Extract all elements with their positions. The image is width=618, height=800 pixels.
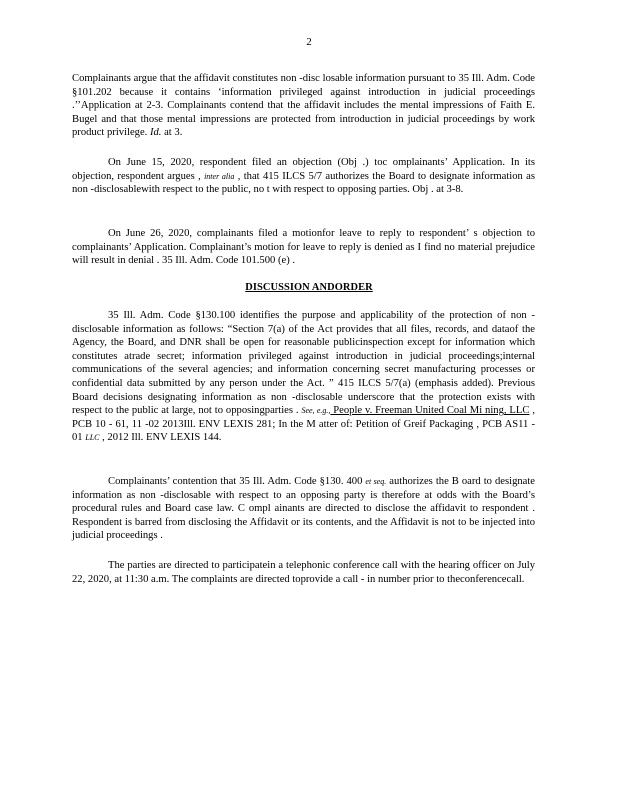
paragraph-complainants-contention: [72, 475, 535, 543]
see-eg: See, e.g.,: [301, 406, 331, 416]
paragraph-text: On June 26, 2020, complainants filed a motionfor leave to reply to respondent’ s objection to complainants’ Application. Complainant’s motion for leave to reply is denied as I find no material prejudice will result in denial . 35 Ill. Adm. Code 101.500 (e) .: [72, 228, 535, 267]
paragraph-text: The parties are directed to participatein a telephonic conference call with the hearing officer on July 22, 2020, at 11:30 a.m. The complaints are directed toprovide a call - in number prior to theconferencecall.: [72, 560, 535, 585]
id-citation: Id.: [149, 127, 162, 139]
paragraph-text: authorizes the B oard to designate information as non -disclosable with respect to an opposing party is therefore at odds with the Board’s procedural rules and Board case law. C ompl ainants are directed to disclose the affidavit to respondent . Respondent is barred from disclosing the Affidavit or its contents, and the Affidavit is not to be injected into judicial proceedings .: [72, 476, 536, 542]
paragraph-respondent-objection: [72, 156, 535, 197]
paragraph-section-130-100: [72, 309, 535, 445]
paragraph-text: , 2012 Ill. ENV LEXIS 144.: [99, 432, 222, 444]
paragraph-text: Complainants’ contention that 35 Ill. Adm. Code §130. 400: [108, 476, 366, 487]
paragraph-text: , PCB 10 - 61, 11 -02 2013Ill. ENV LEXIS 281; In the M atter of: Petition of Greif Packaging , PCB AS11 - 01: [72, 405, 535, 444]
paragraph-text: 35 Ill. Adm. Code §130.100 identifies the purpose and applicability of the protection of non -disclosable information as follows: “Section 7(a) of the Act provides that all files, records, and dataof the Agency, the Board, and DNR shall be open for reasonable publicinspection except for information which constitutes atrade secret; information privileged against introduction in judicial proceedings;internal communications of the several agencies; and information concerning secret manufacturing processes or confidential data submitted by any person under the Act. ” 415 ILCS 5/7(a) (emphasis added). Previous Board decisions designating information as non -disclosable underscore that the protection exists with respect to the public at large, not to opposingparties .: [72, 310, 535, 417]
paragraph-motion-for-leave: [72, 227, 535, 268]
llc-italic: LLC: [85, 433, 100, 443]
inter-alia: inter alia: [204, 171, 235, 181]
paragraph-text: , that 415 ILCS 5/7 authorizes the Board to designate information as non -disclosablewith respect to the public, no t with respect to opposing parties. Obj . at 3-8.: [72, 170, 535, 196]
paragraph-text: at 3.: [161, 127, 183, 139]
et-seq: et seq.: [365, 477, 387, 486]
paragraph-text: On June 15, 2020, respondent filed an objection (Obj .) toc omplainants’ Application. In its objection, respondent argues ,: [72, 157, 535, 182]
paragraph-text: Complainants argue that the affidavit constitutes non -disc losable information pursuant to 35 Ill. Adm. Code §101.202 because it contains ‘information privileged against introduction in judicial proceedings .’’Application at 2-3. Complainants contend that the affidavit includes the mental impressions of Faith E. Bugel and that those mental impressions are protected from introduction in judicial proceedings by work product privilege.: [72, 73, 535, 139]
page-number: 2: [306, 36, 312, 48]
case-people-v-freeman: People v. Freeman United Coal Mi ning, LLC: [330, 405, 530, 417]
discussion-heading: DISCUSSION ANDORDER: [245, 282, 373, 293]
paragraph-complainants-argue: [72, 72, 535, 140]
paragraph-telephonic-conference: [72, 559, 535, 586]
